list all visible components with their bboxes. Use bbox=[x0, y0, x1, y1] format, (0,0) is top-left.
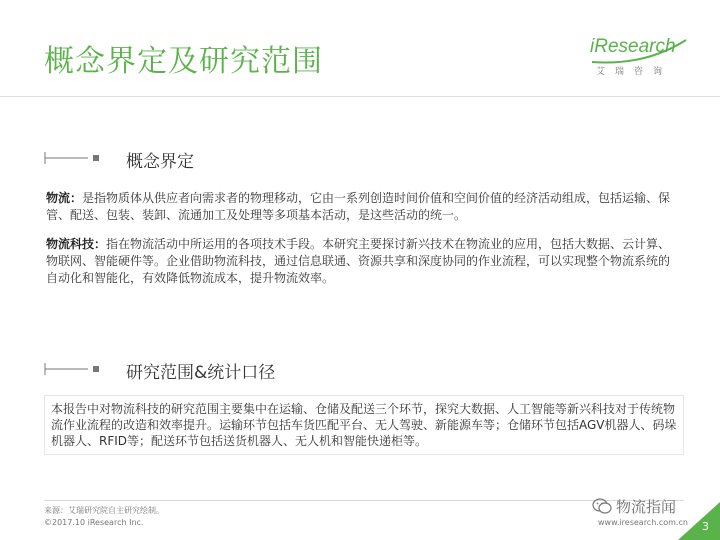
term-logistics: 物流： bbox=[46, 191, 83, 205]
header-divider bbox=[0, 96, 720, 97]
footer-divider bbox=[44, 500, 684, 501]
wechat-watermark bbox=[592, 496, 676, 516]
iresearch-logo bbox=[590, 36, 700, 88]
copyright: ©2017.10 iResearch Inc. bbox=[44, 518, 144, 527]
scope-text-box bbox=[44, 395, 684, 455]
definition-logistics bbox=[46, 190, 680, 224]
wechat-icon bbox=[592, 498, 612, 514]
page-corner-icon bbox=[678, 502, 720, 540]
wechat-label: 物流指闻 bbox=[616, 497, 677, 516]
website-url: www.iresearch.com.cn bbox=[598, 518, 688, 527]
page-title: 概念界定及研究范围 bbox=[44, 44, 323, 79]
section-title-concept: 概念界定 bbox=[126, 152, 194, 172]
source-note: 来源：艾瑞研究院自主研究绘制。 bbox=[44, 506, 164, 515]
definition-logistics-tech-text: 指在物流活动中所运用的各项技术手段。本研究主要探讨新兴技术在物流业的应用，包括大数据、云计算、物联网、智能硬件等。企业借助物流科技，通过信息联通、资源共享和深度协同的作业流程，可以实现整个物流系统的自动化和智能化，有效降低物流成本，提升物流效率。 bbox=[46, 237, 671, 285]
section-marker-icon bbox=[44, 361, 104, 377]
logo-text: iResearch bbox=[590, 36, 676, 57]
section-marker-icon bbox=[44, 150, 104, 166]
scope-text: 本报告中对物流科技的研究范围主要集中在运输、仓储及配送三个环节，探究大数据、人工智能等新兴科技对于传统物流作业流程的改造和效率提升。运输环节包括车货匹配平台、无人驾驶、新能源车等；仓储环节包括AGV机器人、码垛机器人、RFID等；配送环节包括送货机器人、无人机和智能快递柜等。 bbox=[51, 402, 677, 448]
page-number: 3 bbox=[702, 520, 709, 533]
logo-subtitle: 艾瑞咨询 bbox=[596, 67, 673, 77]
section-title-scope: 研究范围&统计口径 bbox=[126, 363, 276, 383]
definition-logistics-tech bbox=[46, 236, 680, 287]
term-logistics-tech: 物流科技： bbox=[46, 237, 107, 251]
definition-logistics-text: 是指物质体从供应者向需求者的物理移动，它由一系列创造时间价值和空间价值的经济活动组成，包括运输、保管、配送、包装、装卸、流通加工及处理等多项基本活动，是这些活动的统一。 bbox=[46, 191, 671, 222]
